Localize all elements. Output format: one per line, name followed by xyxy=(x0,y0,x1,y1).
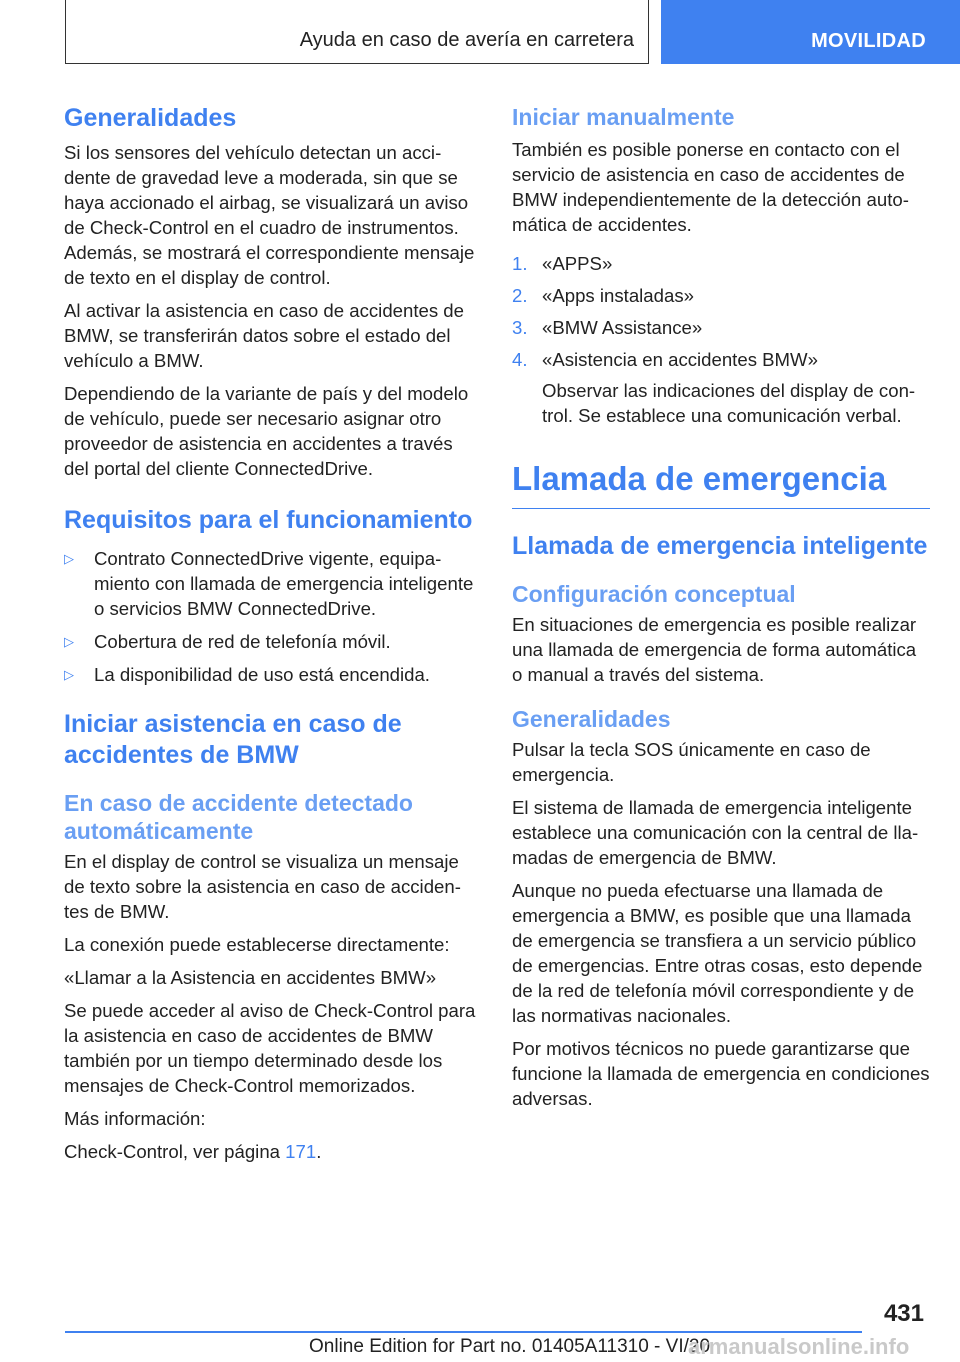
header-chapter-box xyxy=(65,0,649,64)
step-item: 3. «BMW Assistance» xyxy=(512,317,703,338)
triangle-bullet-icon: ▷ xyxy=(64,634,74,649)
watermark: armanualsonline.info xyxy=(688,1334,910,1359)
chapter-heading-llamada-emergencia: Llamada de emergencia xyxy=(512,458,930,509)
paragraph: El sistema de llamada de emergencia inteligente establece una comunicación con la central de llamadas de emergencia de BMW. xyxy=(512,797,919,868)
list-item: ▷ Cobertura de red de telefonía móvil. xyxy=(64,631,391,652)
heading-generalidades-2: Generalidades xyxy=(512,706,671,732)
page-link[interactable]: 171 xyxy=(285,1141,317,1162)
step-item: 4. «Asistencia en accidentes BMW» Observar las indicaciones del display de control. Se establece una comunicación verbal. xyxy=(512,347,930,428)
list-item: ▷ La disponibilidad de uso está encendida. xyxy=(64,664,430,685)
step-number: 3. xyxy=(512,317,528,338)
left-column xyxy=(64,103,477,1164)
paragraph: Pulsar la tecla SOS únicamente en caso de emergencia. xyxy=(512,739,871,785)
heading-generalidades: Generalidades xyxy=(64,104,237,132)
paragraph-reference: Check-Control, ver página 171. xyxy=(64,1141,322,1162)
edition-text: Online Edition for Part no. 01405A11310 - VI/20 xyxy=(309,1336,711,1357)
paragraph: Por motivos técnicos no puede garantizarse que funcione la llamada de emergencia en condiciones adversas. xyxy=(512,1038,930,1109)
paragraph: Si los sensores del vehículo detectan un accidente de gravedad leve a moderada, sin que se haya accionado el airbag, se visualizará un aviso de Check-Control en el cuadro de instrumentos. Además, se mostrará el correspondiente mensaje de texto en el display de control. xyxy=(64,142,475,288)
triangle-bullet-icon: ▷ xyxy=(64,551,74,566)
list-item: ▷ Contrato ConnectedDrive vigente, equipamiento con llamada de emergencia inteligente o servicios BMW ConnectedDrive. xyxy=(64,548,474,619)
paragraph: En el display de control se visualiza un mensaje de texto sobre la asistencia en caso de accidentes de BMW. xyxy=(64,851,461,922)
step-item: 2. «Apps instaladas» xyxy=(512,285,694,306)
paragraph: Se puede acceder al aviso de Check-Control para la asistencia en caso de accidentes de BMW también por un tiempo determinado desde los mensajes de Check-Control memorizados. xyxy=(64,1000,476,1096)
step-note: Observar las indicaciones del display de control. Se establece una comunicación verbal. xyxy=(542,380,916,426)
paragraph: Dependiendo de la variante de país y del modelo de vehículo, puede ser necesario asignar otro proveedor de asistencia en accidentes a través del portal del cliente ConnectedDrive. xyxy=(64,383,469,479)
paragraph: Aunque no pueda efectuarse una llamada de emergencia a BMW, es posible que una llamada de emergencia se transfiera a un servicio público de emergencias. Entre otras cosas, esto depende de la red de telefonía móvil correspondiente y de las normativas nacionales. xyxy=(512,880,923,1026)
heading-iniciar-asistencia: Iniciar asistencia en caso de accidentes de BMW xyxy=(64,710,402,769)
right-column xyxy=(512,103,930,1111)
paragraph: «Llamar a la Asistencia en accidentes BMW» xyxy=(64,967,437,988)
requisitos-list xyxy=(64,546,477,687)
step-number: 2. xyxy=(512,285,528,306)
heading-accidente-automatico: En caso de accidente detectado automáticamente xyxy=(64,790,413,844)
footer-divider xyxy=(65,1331,862,1333)
step-number: 4. xyxy=(512,349,528,370)
paragraph: También es posible ponerse en contacto con el servicio de asistencia en caso de accidentes de BMW independientemente de la detección automática de accidentes. xyxy=(512,139,909,235)
section-tab xyxy=(661,0,960,64)
paragraph: Más información: xyxy=(64,1108,206,1129)
heading-requisitos: Requisitos para el funcionamiento xyxy=(64,506,473,534)
steps-list xyxy=(512,251,930,428)
triangle-bullet-icon: ▷ xyxy=(64,667,74,682)
paragraph: La conexión puede establecerse directamente: xyxy=(64,934,450,955)
paragraph: En situaciones de emergencia es posible realizar una llamada de emergencia de forma automática o manual a través del sistema. xyxy=(512,614,917,685)
page-number: 431 xyxy=(883,1300,924,1327)
section-tab-label: MOVILIDAD xyxy=(811,30,926,52)
heading-iniciar-manualmente: Iniciar manualmente xyxy=(512,104,735,130)
heading-configuracion: Configuración conceptual xyxy=(512,581,796,607)
chapter-title: Ayuda en caso de avería en carretera xyxy=(299,29,634,51)
paragraph: Al activar la asistencia en caso de accidentes de BMW, se transferirán datos sobre el estado del vehículo a BMW. xyxy=(64,300,464,371)
step-number: 1. xyxy=(512,253,528,274)
step-item: 1. «APPS» xyxy=(512,253,613,274)
heading-llamada-inteligente: Llamada de emergencia inteligente xyxy=(512,532,928,560)
